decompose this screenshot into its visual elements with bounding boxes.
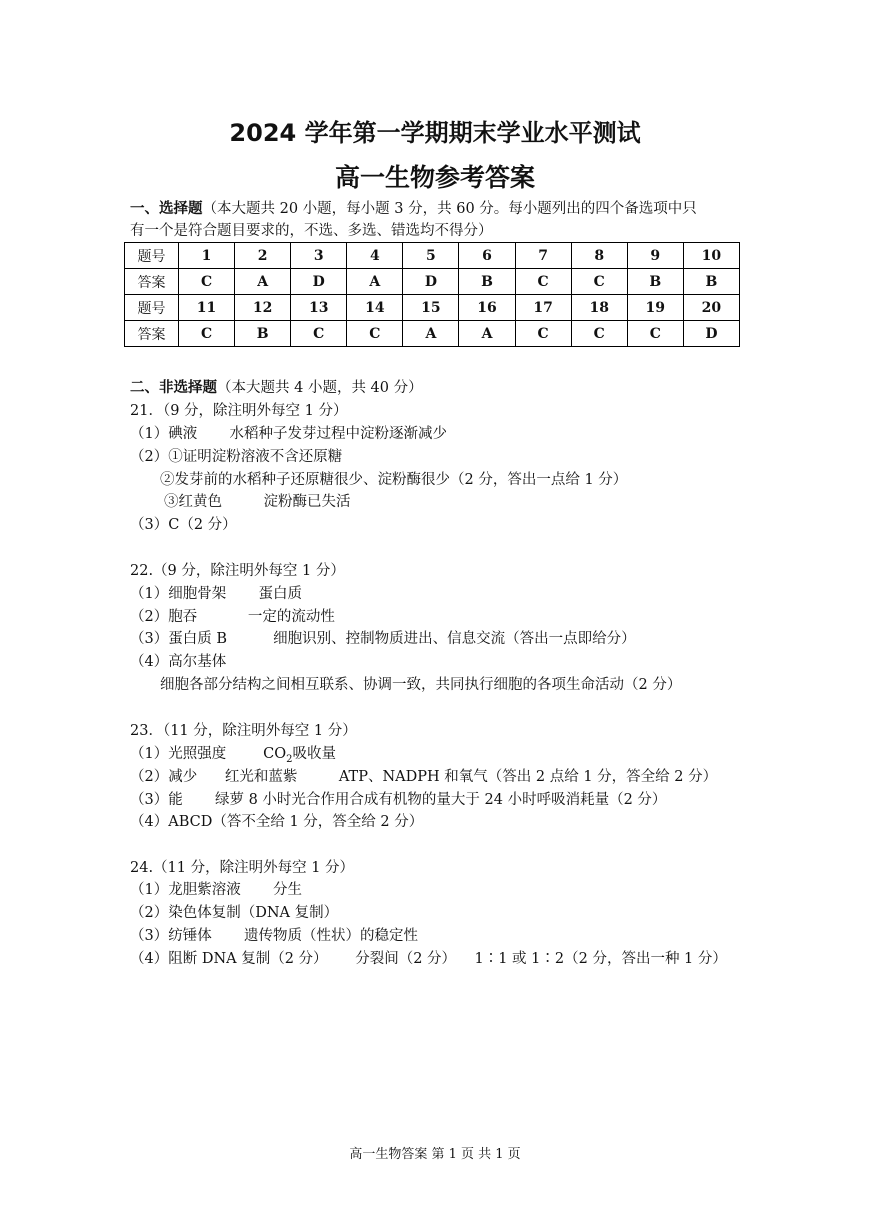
answer-cell: A [403,321,459,347]
q24-head: 24.（11 分，除注明外每空 1 分） [130,860,355,876]
section2-desc: （本大题共 4 小题，共 40 分） [217,380,423,396]
table-row [125,269,740,295]
table-row [125,321,740,347]
section1-heading: 一、选择题 [130,201,203,217]
answer-cell: C [627,321,683,347]
question-number-label: 题号 [125,243,179,269]
answer-cell: A [459,321,515,347]
question-number: 10 [683,243,739,269]
section1-line1 [130,200,697,218]
q23-line4: （4）ABCD（答不全给 1 分，答全给 2 分） [130,814,424,830]
answer-label: 答案 [125,269,179,295]
q24-line1: （1）龙胆紫溶液 分生 [130,882,302,898]
question-number: 3 [291,243,347,269]
answer-cell: B [235,321,291,347]
question-number: 1 [179,243,235,269]
answer-table [124,242,740,347]
q23-line1-b: 吸收量 [292,746,336,762]
q22-line5: 细胞各部分结构之间相互联系、协调一致，共同执行细胞的各项生命活动（2 分） [160,677,682,693]
q21-line3: ②发芽前的水稻种子还原糖很少、淀粉酶很少（2 分，答出一点给 1 分） [160,472,628,488]
section1-desc-line2: 有一个是符合题目要求的，不选、多选、错选均不得分） [130,223,493,239]
q21-line4: ③红黄色 淀粉酶已失活 [164,494,351,510]
answer-cell: D [291,269,347,295]
question-number: 12 [235,295,291,321]
answer-cell: C [515,269,571,295]
q21-head: 21．（9 分，除注明外每空 1 分） [130,403,348,419]
answer-cell: C [571,269,627,295]
question-number: 20 [683,295,739,321]
q21-line5: （3）C（2 分） [130,517,237,533]
answer-cell: C [291,321,347,347]
q21-line1: （1）碘液 水稻种子发芽过程中淀粉逐渐减少 [130,426,447,442]
question-number: 5 [403,243,459,269]
q24-line2: （2）染色体复制（DNA 复制） [130,905,339,921]
q23-head: 23．（11 分，除注明外每空 1 分） [130,723,357,739]
question-number: 4 [347,243,403,269]
title-line2: 高一生物参考答案 [334,163,535,192]
question-number: 8 [571,243,627,269]
question-number: 13 [291,295,347,321]
answer-cell: B [459,269,515,295]
q23-line3: （3）能 绿萝 8 小时光合作用合成有机物的量大于 24 小时呼吸消耗量（2 分） [130,792,667,808]
answer-cell: C [515,321,571,347]
answer-cell: C [347,321,403,347]
answer-cell: A [347,269,403,295]
answer-cell: D [683,321,739,347]
answer-cell: C [179,321,235,347]
q23-line2: （2）减少 红光和蓝紫 ATP、NADPH 和氧气（答出 2 点给 1 分，答全给 2 分） [130,769,718,785]
question-number: 19 [627,295,683,321]
question-number: 15 [403,295,459,321]
answer-label: 答案 [125,321,179,347]
answer-cell: A [235,269,291,295]
q22-line1: （1）细胞骨架 蛋白质 [130,586,302,602]
question-number: 16 [459,295,515,321]
answer-cell: C [179,269,235,295]
q22-line3: （3）蛋白质 B 细胞识别、控制物质进出、信息交流（答出一点即给分） [130,631,636,647]
question-number: 6 [459,243,515,269]
table-row [125,295,740,321]
section2-line [130,379,423,397]
answer-cell: D [403,269,459,295]
question-number: 11 [179,295,235,321]
answer-cell: B [683,269,739,295]
q24-line3: （3）纺锤体 遗传物质（性状）的稳定性 [130,928,418,944]
q22-line4: （4）高尔基体 [130,654,227,670]
q23-line1-subscript: 2 [286,753,293,765]
answer-cell: B [627,269,683,295]
table-row [125,243,740,269]
question-number: 14 [347,295,403,321]
question-number: 18 [571,295,627,321]
q24-line4: （4）阻断 DNA 复制（2 分） 分裂间（2 分） 1∶1 或 1∶2（2 分，答出一种 1 分） [130,951,727,967]
q21-line2: （2）①证明淀粉溶液不含还原糖 [130,449,343,465]
question-number: 17 [515,295,571,321]
section2-heading: 二、非选择题 [130,380,217,396]
question-number: 9 [627,243,683,269]
question-number: 7 [515,243,571,269]
q22-line2: （2）胞吞 一定的流动性 [130,609,335,625]
q23-line1-a: （1）光照强度 CO [130,746,287,762]
question-number: 2 [235,243,291,269]
page-footer: 高一生物答案 第 1 页 共 1 页 [349,1147,521,1162]
q22-head: 22.（9 分，除注明外每空 1 分） [130,563,345,579]
title-line1: 2024 学年第一学期期末学业水平测试 [229,119,641,147]
question-number-label: 题号 [125,295,179,321]
q23-line1 [130,745,336,769]
section1-desc-line1: （本大题共 20 小题，每小题 3 分，共 60 分。每小题列出的四个备选项中只 [202,201,697,217]
answer-cell: C [571,321,627,347]
